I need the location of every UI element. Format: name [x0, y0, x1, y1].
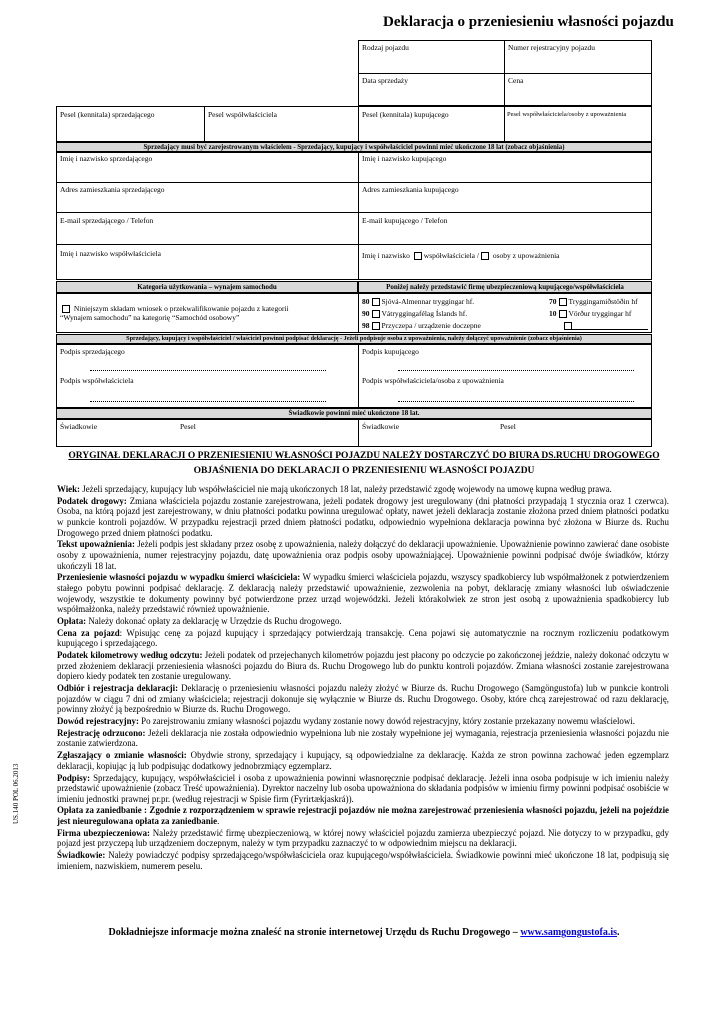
- explanation-item: [57, 572, 669, 614]
- insurance-code: 98: [362, 321, 370, 330]
- checkbox-icon[interactable]: [372, 322, 380, 330]
- buyer-co-owner-name-field[interactable]: [362, 251, 560, 260]
- buyer-address-field[interactable]: Adres zamieszkania kupującego: [362, 185, 459, 194]
- form-code: US.140 POL 06.2013: [12, 763, 20, 824]
- seller-signature-label: Podpis sprzedającego: [60, 347, 125, 356]
- explanation-text: Należy dokonać opłaty za deklarację w Urzędzie ds Ruchu drogowego.: [86, 615, 342, 626]
- explanation-item: [57, 650, 669, 682]
- insurance-name: Vörður tryggingar hf: [568, 309, 632, 318]
- insurance-code: 80: [362, 297, 370, 306]
- authorized-person-checkbox[interactable]: [481, 252, 489, 260]
- insurance-code: 70: [549, 297, 557, 306]
- explanation-term: Opłata za zaniedbanie : Zgodnie z rozporządzeniem w sprawie rejestracji pojazdów nie można zarejestrować przeniesienia własności pojazdu, jeżeli na pojeździe jest nieuregulowana opłata za zaniedbanie: [57, 805, 669, 827]
- explanation-item: [57, 750, 669, 771]
- insurance-option[interactable]: [362, 297, 474, 306]
- original-notice: ORYGINAŁ DEKLARACJI O PRZENIESIENIU WŁASNOŚCI POJAZDU NALEŻY DOSTARCZYĆ DO BIURA DS.RUCHU DROGOWEGO: [68, 451, 660, 461]
- explanations-list: [57, 484, 669, 873]
- insurance-code: 90: [362, 309, 370, 318]
- sale-date-field[interactable]: Data sprzedaży: [362, 76, 409, 85]
- footer-info: [56, 927, 672, 938]
- buyer-co-owner-prefix: Imię i nazwisko: [362, 251, 410, 260]
- buyer-pesel-field[interactable]: Pesel (kennitala) kupującego: [362, 110, 449, 119]
- co-owner-rep-pesel-field[interactable]: Pesel współwłaściciela/osoby z upoważnienia: [507, 111, 627, 118]
- explanation-term: Tekst upoważnienia:: [57, 539, 135, 550]
- form-title: Deklaracja o przeniesieniu własności pojazdu: [383, 14, 674, 30]
- age-requirement-header: Sprzedający musi być zarejestrowanym właścielem - Sprzedający, kupujący i współwłaściciel powinni mieć ukończone 18 lat (zobacz objaśnienia): [56, 142, 652, 152]
- checkbox-icon[interactable]: [372, 310, 380, 318]
- explanation-text: Należy powiadczyć podpisy sprzedającego/współwłaściciela oraz kupującego/współwłaściciela. Świadkowie powinni mieć ukończone 18 lat, podpisują się imieniem, nazwiskiem, numerem peselu.: [57, 850, 669, 871]
- co-owner-pesel-field[interactable]: Pesel współwłaściciela: [208, 110, 277, 119]
- explanation-item: [57, 850, 669, 871]
- explanation-text: Należy przedstawić firmę ubezpieczeniową, w której nowy właściciel pojazdu zamierza ubezpieczyć pojazd. Nie dotyczy to w przypadku, gdy pojazd jest przyczepą lub urządzeniem doczepnym, należy w tym przypadku zaznaczyć to w odpowiednim miejscu na deklaracji.: [57, 827, 669, 849]
- reclassify-text-1: Niniejszym składam wniosek o przekwalifikowanie pojazdu z kategorii: [73, 304, 289, 313]
- explanation-text: Jeżeli sprzedający, kupujący lub współwłaściciel nie mają ukończonych 18 lat, należy przedstawić zgodę wojewody na umowę kupna według prawa.: [80, 484, 612, 494]
- insurance-other-line[interactable]: [572, 329, 648, 330]
- buyer-signature-line[interactable]: [398, 370, 634, 371]
- seller-email-field[interactable]: E-mail sprzedającego / Telefon: [60, 216, 154, 225]
- explanation-item: [57, 539, 669, 571]
- explanation-item: [57, 496, 669, 538]
- footer-text: Dokładniejsze informacje można znaleść na stronie internetowej Urzędu ds Ruchu Drogowego –: [108, 927, 521, 938]
- authorized-person-option-label: osoby z upoważnienia: [492, 251, 560, 260]
- reclassify-request[interactable]: [60, 304, 350, 322]
- witness-1-field[interactable]: Świadkowie: [60, 422, 98, 431]
- witness-2-pesel-field[interactable]: Pesel: [500, 422, 516, 431]
- explanation-term: Rejestrację odrzucono:: [57, 727, 146, 738]
- explanations-title: OBJAŚNIENIA DO DEKLARACJI O PRZENIESIENIU WŁASNOŚCI POJAZDU: [193, 466, 535, 476]
- seller-co-owner-name-field[interactable]: Imię i nazwisko współwłaściciela: [60, 249, 162, 258]
- insurance-name: Przyczepa / urządzenie doczepne: [381, 321, 481, 330]
- insurance-option[interactable]: [549, 297, 638, 306]
- insurance-name: Tryggingamiðstöðin hf: [568, 297, 638, 306]
- explanation-item: [57, 628, 669, 649]
- explanation-term: Odbiór i rejestracja deklaracji:: [57, 683, 179, 693]
- explanation-text: Obydwie strony, sprzedający i kupujący, są odpowiedzialne za deklarację. Każda ze stron powinna zachować jeden egzemplarz deklaracji, kopiując ją lub podpisując dodatkowy jednobrzmiący egzemplarz.: [57, 750, 669, 771]
- explanation-text: : Wpisując cenę za pojazd kupujący i sprzedający potwierdzają transakcję. Cena pojawi się automatycznie na rocznym rozliczeniu podatkowym kupującego i sprzedającego.: [57, 627, 669, 649]
- co-owner-rep-signature-label: Podpis współwłaściciela/osoba z upoważnienia: [362, 376, 504, 385]
- insurance-header: Poniżej należy przedstawić firmę ubezpieczeniową kupującego/współwłaściciela: [358, 281, 652, 293]
- explanation-term: Dowód rejestracyjny:: [57, 715, 139, 726]
- seller-signature-line[interactable]: [90, 370, 326, 371]
- explanation-text: Zmiana właściciela pojazdu zostanie zarejestrowana, jeżeli podatek drogowy jest uregulowany (dni płatności przypadają 1 stycznia oraz 1 czerwca). Osoba, na którą pojazd jest zarejestrowany, w dniu płatności podatku powinna uregulować opłaty, nawet jeżeli deklaracja zostanie złożona przed dniem płatności podatku w punkcie kontroli pojazdów. W przypadku rejestracji przed dniem płatności podatku, odpowiednio wypełniona deklaracja powinna być złożona w Biurze ds. Ruchu Drogowego przed dniem płatności podatku.: [57, 495, 669, 538]
- explanation-term: Podatek kilometrowy według odczytu:: [57, 650, 203, 661]
- explanation-term: Wiek:: [57, 484, 81, 494]
- explanation-text: .: [217, 816, 220, 827]
- insurance-option[interactable]: [549, 309, 631, 318]
- seller-pesel-field[interactable]: Pesel (kennitala) sprzedającego: [60, 110, 155, 119]
- explanation-item: [57, 716, 669, 727]
- insurance-option[interactable]: [362, 309, 467, 318]
- explanation-item: [57, 616, 669, 627]
- explanation-item: [57, 828, 669, 849]
- witnesses-header: Świadkowie powinni mieć ukończone 18 lat.: [56, 408, 652, 419]
- reg-number-field[interactable]: Numer rejestracyjny pojazdu: [508, 43, 596, 52]
- checkbox-icon[interactable]: [564, 322, 572, 330]
- buyer-name-field[interactable]: Imię i nazwisko kupującego: [362, 154, 447, 163]
- insurance-name: Sjóvá-Almennar tryggingar hf.: [381, 297, 475, 306]
- witnesses-block: [56, 419, 652, 447]
- explanation-text: Sprzedający, kupujący, współwłaściciel i osoba z upoważnienia powinni własnoręcznie podpisać deklarację. Jeżeli inna osoba podpisuje w ich imieniu należy przedstawić upoważnienie (zobacz Treść upoważnienia). Dyrektor naczelny lub osoba upoważniona do składania podpisów w imieniu firmy powinni podpisać osobiście w imieniu jednostki prawnej pr.pr. (według rejestracji w Spisie firm (Fyrirtækjaskrá)).: [57, 772, 669, 804]
- reclassify-checkbox[interactable]: [62, 305, 70, 313]
- checkbox-icon[interactable]: [372, 298, 380, 306]
- seller-address-field[interactable]: Adres zamieszkania sprzedającego: [60, 185, 165, 194]
- explanation-item: [57, 484, 669, 495]
- witness-1-pesel-field[interactable]: Pesel: [180, 422, 196, 431]
- co-owner-checkbox[interactable]: [414, 252, 422, 260]
- explanation-text: Jeżeli podpis jest składany przez osobę z upoważnienia, należy dołączyć do deklaracji upoważnienie. Upoważnienie powinno zawierać dane osobiste osoby z upoważnienia, numer rejestracyjny pojazdu, datę upoważnienia oraz podpis osoby upoważniającej. Upoważnienie powinni podpisać dwóje świadków, którzy ukończyli 18 lat.: [57, 539, 669, 571]
- explanation-term: Firma ubezpieczeniowa:: [57, 827, 150, 838]
- signatures-header: Sprzedający, kupujący i współwłaściciel / właściciel powinni podpisać deklarację - Jeżeli podpisuje osoba z upoważnienia, należy dołączyć upoważnienie (zobacz objaśnienia): [56, 334, 652, 344]
- witness-2-field[interactable]: Świadkowie: [362, 422, 400, 431]
- explanation-term: Cena za pojazd: [57, 627, 120, 638]
- explanation-item: [57, 805, 669, 826]
- co-owner-signature-line[interactable]: [90, 401, 326, 402]
- explanation-text: Deklarację o przeniesieniu własności pojazdu należy złożyć w Biurze ds. Ruchu Drogowego (Samgöngustofa) lub w punkcie kontroli pojazdów w ciągu 7 dni od zmiany właściciela; rejestracji dokonuje się wyłącznie w Biurze ds. Ruchu Drogowego. Osoby, które chcą zarejestrować od razu deklarację, powinny złożyć ją bezpośrednio w Biurze ds. Ruchu Drogowego.: [57, 683, 669, 715]
- signatures-block: [56, 344, 652, 408]
- website-link[interactable]: www.samgongustofa.is: [520, 927, 617, 938]
- explanation-item: [57, 773, 669, 805]
- explanation-term: Podatek drogowy:: [57, 495, 127, 506]
- explanation-term: Zgłaszający o zmianie własności:: [57, 750, 187, 761]
- explanation-text: Jeżeli deklaracja nie została odpowiednio wypełniona lub nie zostały wypełnione jej wymagania, rejestracja przeniesienia własności pojazdu nie zostanie zatwierdzona.: [57, 727, 669, 749]
- vehicle-type-field[interactable]: Rodzaj pojazdu: [362, 43, 409, 52]
- co-owner-signature-label: Podpis współwłaściciela: [60, 376, 134, 385]
- explanation-item: [57, 728, 669, 749]
- checkbox-icon[interactable]: [559, 298, 567, 306]
- category-header: Kategoria użytkowania – wynajem samochodu: [56, 281, 358, 293]
- seller-name-field[interactable]: Imię i nazwisko sprzedającego: [60, 154, 153, 163]
- explanation-term: Świadkowie:: [57, 850, 106, 861]
- price-field[interactable]: Cena: [508, 76, 524, 85]
- explanation-term: Opłata:: [57, 615, 87, 626]
- explanation-term: Podpisy:: [57, 772, 91, 783]
- footer-end: .: [617, 927, 620, 938]
- explanation-text: W wypadku śmierci właściciela pojazdu, wszyscy spadkobiercy lub współmałżonek z potwierdzeniem stałego pobytu powinni podpisać deklarację. Z deklaracją należy przedstawić upoważnienie, zezwolenia na pobyt, deklarację zmiany własności lub oświadczenie wojewody, wszystkie te dokumenty powinny być potwierdzone przez urząd wojewódzki. Jeżeli którakolwiek ze stron jest osobą z upoważnienia spadkobiercy lub współmałżonka, należy przedstawić również upoważnienie.: [57, 572, 669, 615]
- insurance-option[interactable]: [362, 321, 481, 330]
- reclassify-text-2: “Wynajem samochodu” na kategorię “Samochód osobowy”: [60, 313, 240, 323]
- explanation-text: Po zarejstrowaniu zmiany własności pojazdu wydany zostanie nowy dowód rejestracyjny, który zostanie przekazany nowemu właścielowi.: [138, 715, 635, 726]
- buyer-email-field[interactable]: E-mail kupującego / Telefon: [362, 216, 448, 225]
- co-owner-rep-signature-line[interactable]: [398, 401, 634, 402]
- explanation-term: Przeniesienie własności pojazdu w wypadku śmierci właściciela:: [57, 572, 301, 583]
- buyer-signature-label: Podpis kupującego: [362, 347, 419, 356]
- insurance-code: 10: [549, 309, 557, 318]
- explanation-text: Jeżeli podatek od przejechanych kilometrów pojazdu jest płacony po odczycie po zakończonej jeździe, należy dokonać odczytu w przed złożeniem deklaracji przeniesienia własności pojazdu do Biura ds. Ruchu Drogowego lub do punktu kontroli pojazdów. Zmiana własności zostanie zarejestrowana dopiero kiedy podatek ten zostanie uregulowany.: [57, 650, 669, 682]
- explanation-item: [57, 683, 669, 715]
- checkbox-icon[interactable]: [559, 310, 567, 318]
- co-owner-option-label: współwłaściciela /: [423, 251, 479, 260]
- insurance-name: Vátryggingafélag Íslands hf.: [381, 309, 468, 318]
